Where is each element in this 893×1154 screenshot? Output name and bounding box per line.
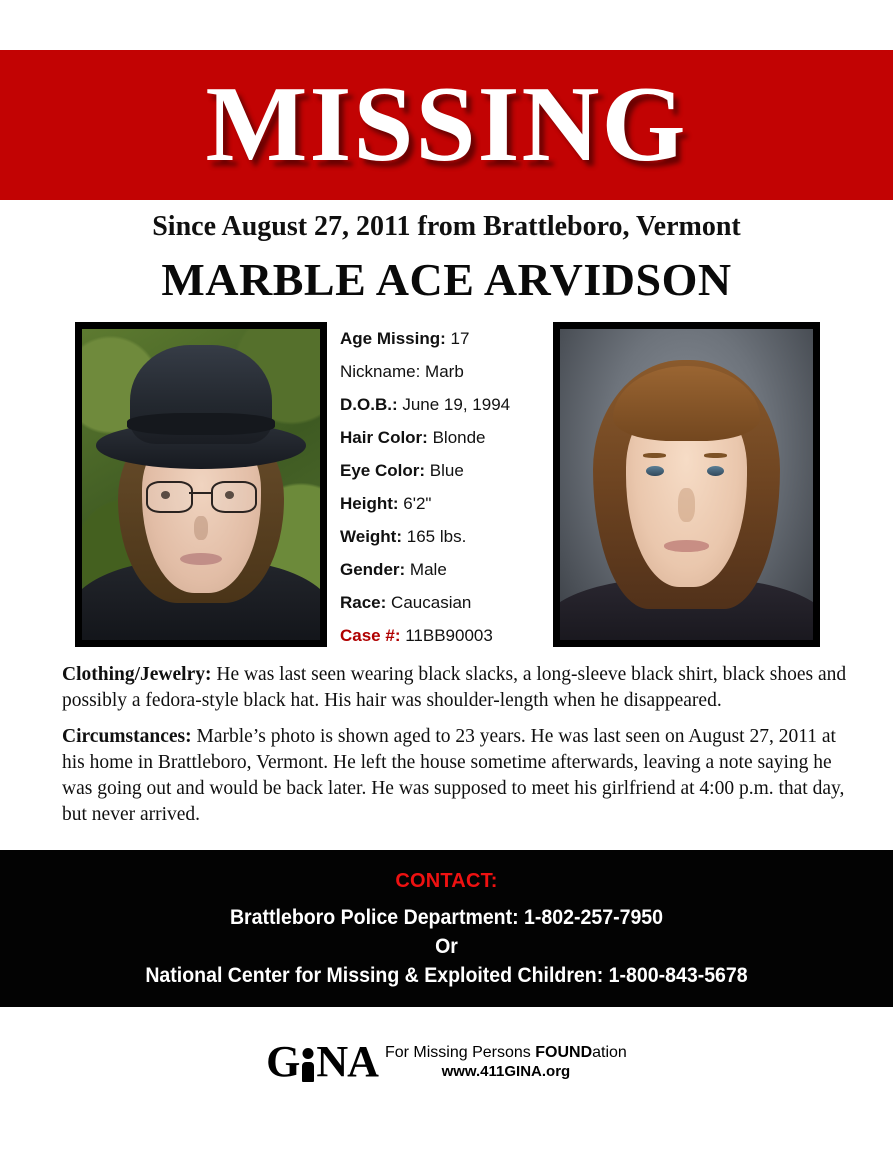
detail-label: D.O.B.: — [340, 395, 398, 414]
person-figure-body — [302, 1062, 314, 1082]
detail-label: Case #: — [340, 626, 401, 645]
paragraph-text: Marble’s photo is shown aged to 23 years. He was last seen on August 27, 2011 at his home in Brattleboro, Vermont. He left the house sometime afterwards, leaving a note saying he was going out and would be back later. He was supposed to meet his girlfriend at 4:00 p.m. that day, but never arrived. — [62, 726, 845, 825]
detail-label: Race: — [340, 593, 387, 612]
detail-value: 11BB90003 — [405, 626, 493, 645]
aged-subject-mouth — [664, 540, 710, 551]
photos-and-details-row — [0, 322, 893, 652]
gina-website-url[interactable]: www.411GINA.org — [441, 1062, 571, 1080]
person-figure-head — [302, 1048, 313, 1059]
aged-subject-nose — [678, 488, 696, 522]
detail-row-age-missing — [340, 330, 550, 347]
gina-tagline — [385, 1044, 627, 1062]
contact-police-department[interactable]: Brattleboro Police Department: 1-802-257-7950 — [229, 906, 664, 929]
detail-label: Weight: — [340, 527, 403, 546]
detail-value: Male — [409, 560, 447, 579]
detail-value: 6'2" — [403, 494, 432, 513]
photo-missing-person-original — [75, 322, 327, 647]
paragraph-text: He was last seen wearing black slacks, a long-sleeve black shirt, black shoes and possibly a fedora-style black hat. His hair was shoulder-length when he disappeared. — [62, 664, 847, 711]
tagline-found: FOUND — [535, 1044, 593, 1062]
detail-row-eye-color — [340, 462, 550, 479]
paragraph-clothing-jewelry — [62, 662, 852, 713]
gina-letters-na: NA — [316, 1037, 378, 1086]
detail-value: 165 lbs. — [406, 527, 467, 546]
narrative-section — [62, 662, 852, 838]
contact-ncmec[interactable]: National Center for Missing & Exploited Children: 1-800-843-5678 — [145, 963, 748, 987]
glasses-lens-right-icon — [211, 481, 258, 513]
detail-row-weight — [340, 528, 550, 545]
paragraph-label: Clothing/Jewelry: — [62, 664, 212, 685]
gina-logo — [266, 1037, 627, 1086]
glasses-lens-left-icon — [146, 481, 193, 513]
detail-label: Age Missing: — [340, 329, 446, 348]
page-title: MARBLE ACE ARVIDSON — [161, 254, 732, 305]
detail-row-case-number — [340, 627, 550, 644]
paragraph-label: Circumstances: — [62, 726, 192, 748]
detail-value: Blue — [429, 461, 464, 480]
tagline-suffix: ation — [592, 1044, 627, 1062]
missing-banner-title: MISSING — [205, 65, 688, 184]
detail-value: Caucasian — [391, 593, 472, 612]
tagline-prefix: For Missing Persons — [384, 1044, 536, 1062]
detail-row-dob — [340, 396, 550, 413]
detail-row-gender — [340, 561, 550, 578]
detail-value: June 19, 1994 — [402, 395, 511, 414]
detail-label: Nickname: — [340, 362, 421, 381]
detail-row-race — [340, 594, 550, 611]
gina-wordmark — [266, 1037, 378, 1086]
detail-value: Marb — [425, 362, 464, 381]
detail-row-nickname — [340, 363, 550, 380]
detail-row-height — [340, 495, 550, 512]
aged-subject-eye-left — [646, 466, 664, 477]
contact-heading: CONTACT: — [395, 870, 498, 892]
detail-label: Height: — [340, 494, 399, 513]
contact-separator-or: Or — [435, 934, 458, 958]
fedora-hat-band — [127, 413, 275, 435]
detail-value: 17 — [450, 329, 470, 348]
glasses-bridge — [189, 492, 210, 494]
detail-label: Gender: — [340, 560, 406, 579]
missing-banner — [0, 50, 893, 200]
detail-label: Hair Color: — [340, 428, 428, 447]
missing-since-subtitle: Since August 27, 2011 from Brattleboro, Vermont — [152, 211, 741, 242]
contact-section — [0, 850, 893, 1007]
gina-tagline-block — [385, 1044, 627, 1080]
gina-letter-g: G — [266, 1037, 300, 1086]
footer-logo-section — [0, 1037, 893, 1086]
person-figure-icon — [300, 1048, 315, 1082]
person-details-list — [340, 330, 550, 660]
subject-nose — [194, 516, 208, 541]
paragraph-circumstances — [62, 724, 852, 827]
detail-value: Blonde — [432, 428, 486, 447]
detail-row-hair-color — [340, 429, 550, 446]
photo-age-progressed — [553, 322, 820, 647]
detail-label: Eye Color: — [340, 461, 426, 480]
